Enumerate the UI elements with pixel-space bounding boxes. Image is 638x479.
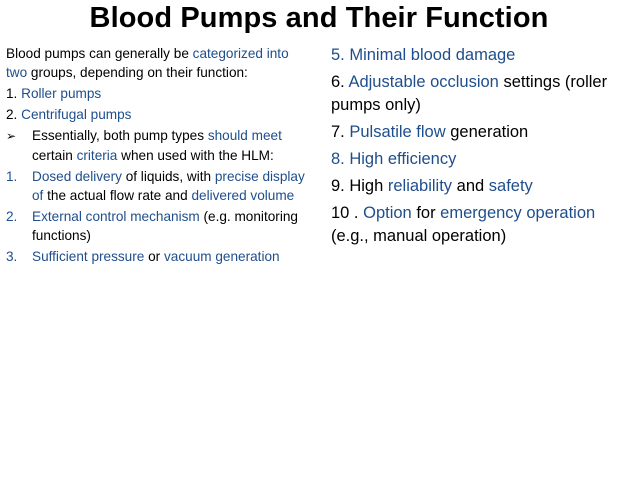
criteria-number: 3.: [6, 249, 18, 264]
criteria-highlight: External control mechanism: [32, 209, 200, 224]
criteria-text: or: [144, 249, 164, 264]
criterion-highlight: reliability: [387, 177, 453, 195]
pump-type-number: 1.: [6, 86, 22, 101]
pump-type-number: 2.: [6, 107, 22, 122]
criteria-item-3: [6, 247, 306, 266]
criteria-highlight: delivered volume: [191, 188, 295, 203]
criterion-highlight: emergency operation: [440, 204, 596, 222]
criterion-text: settings (roller pumps only): [331, 73, 608, 114]
criteria-highlight: Dosed delivery: [32, 169, 122, 184]
criterion-7: [331, 121, 631, 144]
criteria-highlight: precise display of: [32, 169, 305, 203]
pump-type-label: Roller pumps: [21, 86, 102, 101]
left-column: [6, 44, 306, 268]
bullet-text: certain: [32, 148, 77, 163]
bullet-text: Essentially, both pump types: [32, 128, 208, 143]
criterion-highlight: safety: [488, 177, 533, 195]
bullet-highlight: criteria: [76, 148, 118, 163]
criterion-highlight: Option: [363, 204, 412, 222]
bullet-text: when used with the HLM:: [117, 148, 274, 163]
criteria-text: the actual flow rate and: [43, 188, 192, 203]
intro-highlight: categorized into two: [6, 46, 289, 80]
intro-text-end: groups, depending on their function:: [27, 65, 248, 80]
pump-type-centrifugal: [6, 105, 306, 124]
right-column: [331, 44, 631, 252]
intro-paragraph: [6, 44, 306, 82]
criterion-highlight: Adjustable occlusion: [348, 73, 499, 91]
criterion-text: (e.g., manual operation): [331, 227, 507, 245]
criterion-text: 6.: [331, 73, 349, 91]
criterion-text: 10 .: [331, 204, 364, 222]
criterion-8: 8. High efficiency: [331, 150, 457, 168]
criteria-text: (e.g. monitoring functions): [32, 209, 298, 243]
criterion-10: [331, 202, 631, 248]
arrow-bullet-icon: ➢: [6, 129, 17, 143]
criteria-highlight: vacuum generation: [163, 249, 280, 264]
criteria-item-1: [6, 167, 306, 205]
pump-type-label: Centrifugal pumps: [21, 107, 132, 122]
criteria-number: 1.: [6, 169, 18, 184]
bullet-highlight: should meet: [207, 128, 282, 143]
criterion-highlight: Pulsatile flow: [349, 123, 446, 141]
criterion-5: 5. Minimal blood damage: [331, 46, 516, 64]
criteria-item-2: [6, 207, 306, 245]
criteria-bullet: [6, 126, 306, 165]
criterion-6: [331, 71, 631, 117]
criterion-text: generation: [445, 123, 529, 141]
criteria-text: of liquids, with: [121, 169, 215, 184]
intro-text: Blood pumps can generally be: [6, 46, 193, 61]
criterion-9: [331, 175, 631, 198]
criterion-text: 7.: [331, 123, 350, 141]
criteria-number: 2.: [6, 209, 18, 224]
criterion-text: for: [411, 204, 441, 222]
pump-type-roller: [6, 84, 306, 103]
criterion-text: 9. High: [331, 177, 388, 195]
slide-title: Blood Pumps and Their Function: [89, 2, 549, 34]
criterion-text: and: [452, 177, 489, 195]
criteria-highlight: Sufficient pressure: [32, 249, 145, 264]
